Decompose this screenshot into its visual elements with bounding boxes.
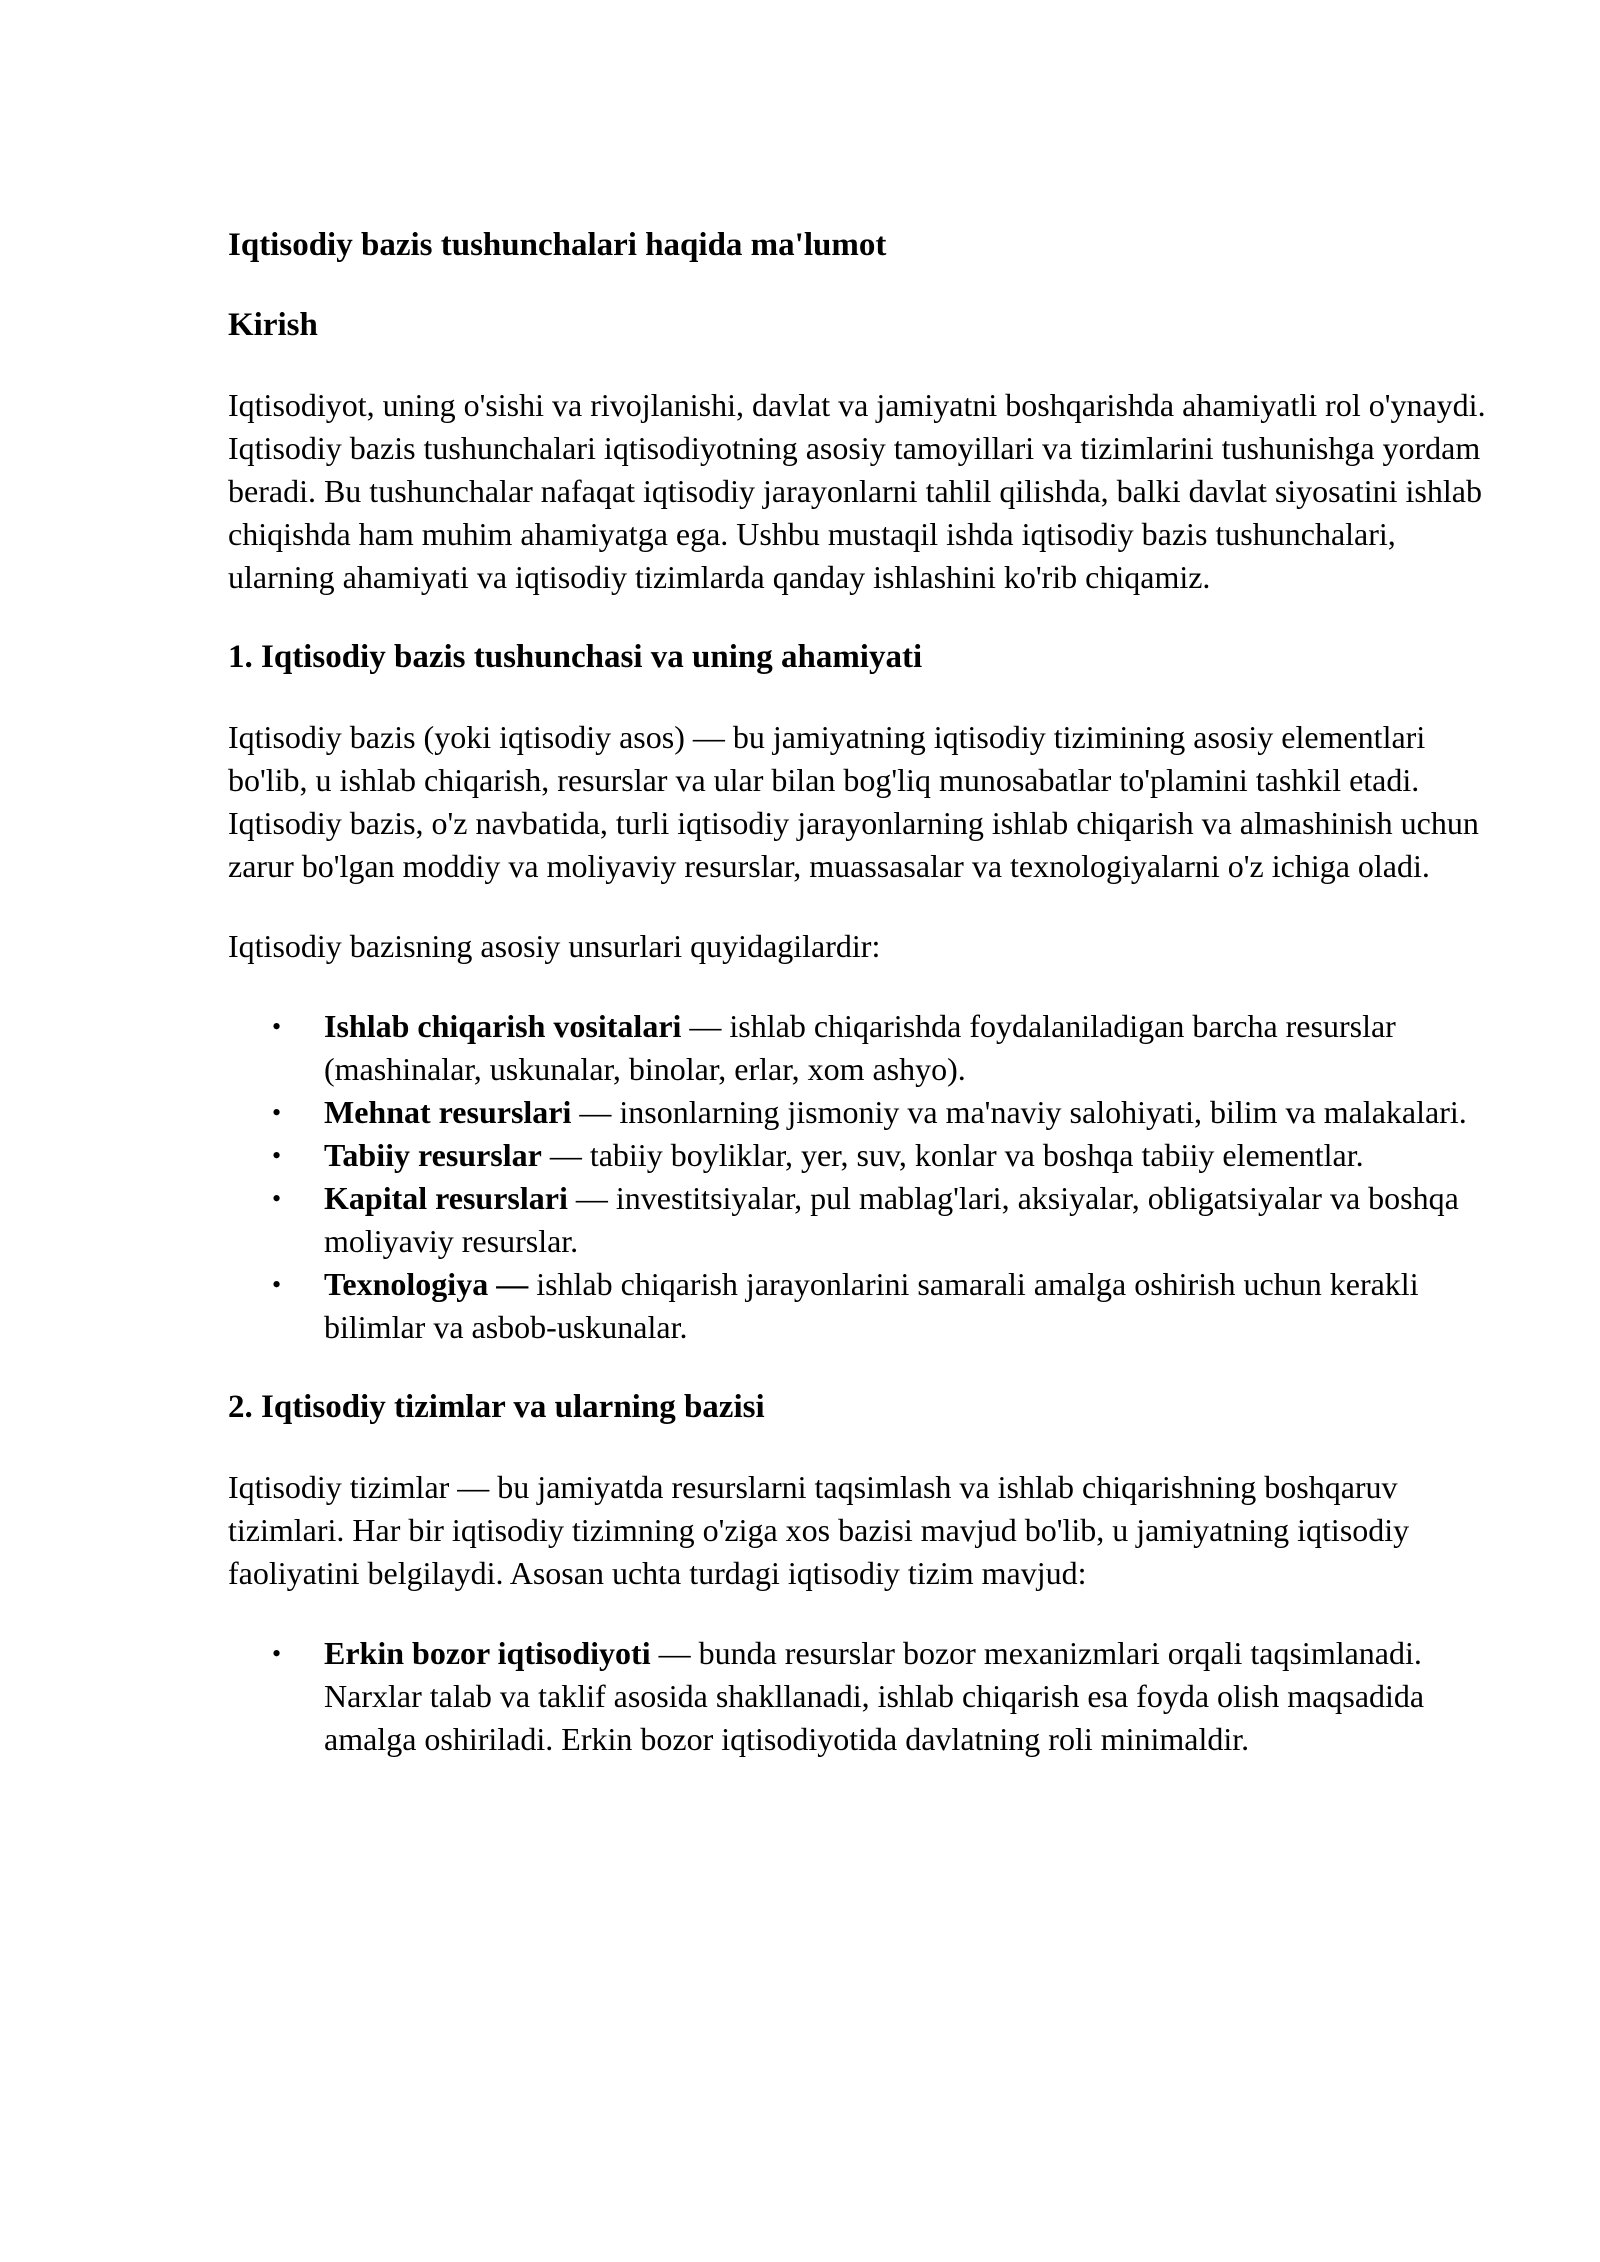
list-item-term: Mehnat resurslari [324,1094,572,1130]
list-item-text: — ishlab chiqarishda foydalaniladigan barcha resurslar (mashinalar, uskunalar, binolar, erlar, xom ashyo). [324,1008,1396,1087]
section-1-list [228,1005,1498,1349]
list-item-text: ishlab chiqarish jarayonlarini samarali amalga oshirish uchun kerakli bilimlar va asbob-uskunalar. [324,1266,1419,1345]
list-item-term: Tabiiy resurslar [324,1137,542,1173]
section-2-paragraph-1: Iqtisodiy tizimlar — bu jamiyatda resurslarni taqsimlash va ishlab chiqarishning boshqaruv tizimlari. Har bir iqtisodiy tizimning o'ziga xos bazisi mavjud bo'lib, u jamiyatning iqtisodiy faoliyatini belgilaydi. Asosan uchta turdagi iqtisodiy tizim mavjud: [228,1469,1410,1591]
list-item-term: Texnologiya — [324,1266,529,1302]
intro-heading: Kirish [228,307,318,343]
bullet-icon: • [272,1639,282,1668]
intro-paragraph: Iqtisodiyot, uning o'sishi va rivojlanishi, davlat va jamiyatni boshqarishda ahamiyatli rol o'ynaydi. Iqtisodiy bazis tushunchalari iqtisodiyotning asosiy tamoyillari va tizimlarini tushunishga yordam beradi. Bu tushunchalar nafaqat iqtisodiy jarayonlarni tahlil qilishda, balki davlat siyosatini ishlab chiqishda ham muhim ahamiyatga ega. Ushbu mustaqil ishda iqtisodiy bazis tushunchalari, ularning ahamiyati va iqtisodiy tizimlarda qanday ishlashini ko'rib chiqamiz. [228,387,1486,595]
bullet-icon: • [272,1012,282,1041]
section-1-paragraph-2: Iqtisodiy bazisning asosiy unsurlari quyidagilardir: [228,928,881,964]
list-item-term: Ishlab chiqarish vositalari [324,1008,682,1044]
section-1-heading: 1. Iqtisodiy bazis tushunchasi va uning ahamiyati [228,639,923,675]
list-item-text: — tabiiy boyliklar, yer, suv, konlar va boshqa tabiiy elementlar. [541,1137,1364,1173]
section-2-heading: 2. Iqtisodiy tizimlar va ularning bazisi [228,1389,765,1425]
list-item [272,1091,1498,1134]
list-item [272,1632,1498,1761]
list-item-term: Erkin bozor iqtisodiyoti [324,1635,651,1671]
list-item [272,1134,1498,1177]
section-1-paragraph-1: Iqtisodiy bazis (yoki iqtisodiy asos) — bu jamiyatning iqtisodiy tizimining asosiy elementlari bo'lib, u ishlab chiqarish, resurslar va ular bilan bog'liq munosabatlar to'plamini tashkil etadi. Iqtisodiy bazis, o'z navbatida, turli iqtisodiy jarayonlarning ishlab chiqarish va almashinish uchun zarur bo'lgan moddiy va moliyaviy resurslar, muassasalar va texnologiyalarni o'z ichiga oladi. [228,719,1479,884]
document-title: Iqtisodiy bazis tushunchalari haqida ma'lumot [228,227,887,263]
section-2-list [228,1632,1498,1761]
bullet-icon: • [272,1270,282,1299]
document-content [228,224,1498,1798]
bullet-icon: • [272,1098,282,1127]
list-item-term: Kapital resurslari [324,1180,568,1216]
bullet-icon: • [272,1141,282,1170]
list-item [272,1005,1498,1091]
list-item [272,1263,1498,1349]
list-item-text: — bunda resurslar bozor mexanizmlari orqali taqsimlanadi. Narxlar talab va taklif asosida shakllanadi, ishlab chiqarish esa foyda olish maqsadida amalga oshiriladi. Erkin bozor iqtisodiyotida davlatning roli minimaldir. [324,1635,1425,1757]
bullet-icon: • [272,1184,282,1213]
list-item-text: — investitsiyalar, pul mablag'lari, aksiyalar, obligatsiyalar va boshqa moliyaviy resurslar. [324,1180,1459,1259]
list-item-text: — insonlarning jismoniy va ma'naviy salohiyati, bilim va malakalari. [571,1094,1467,1130]
list-item [272,1177,1498,1263]
